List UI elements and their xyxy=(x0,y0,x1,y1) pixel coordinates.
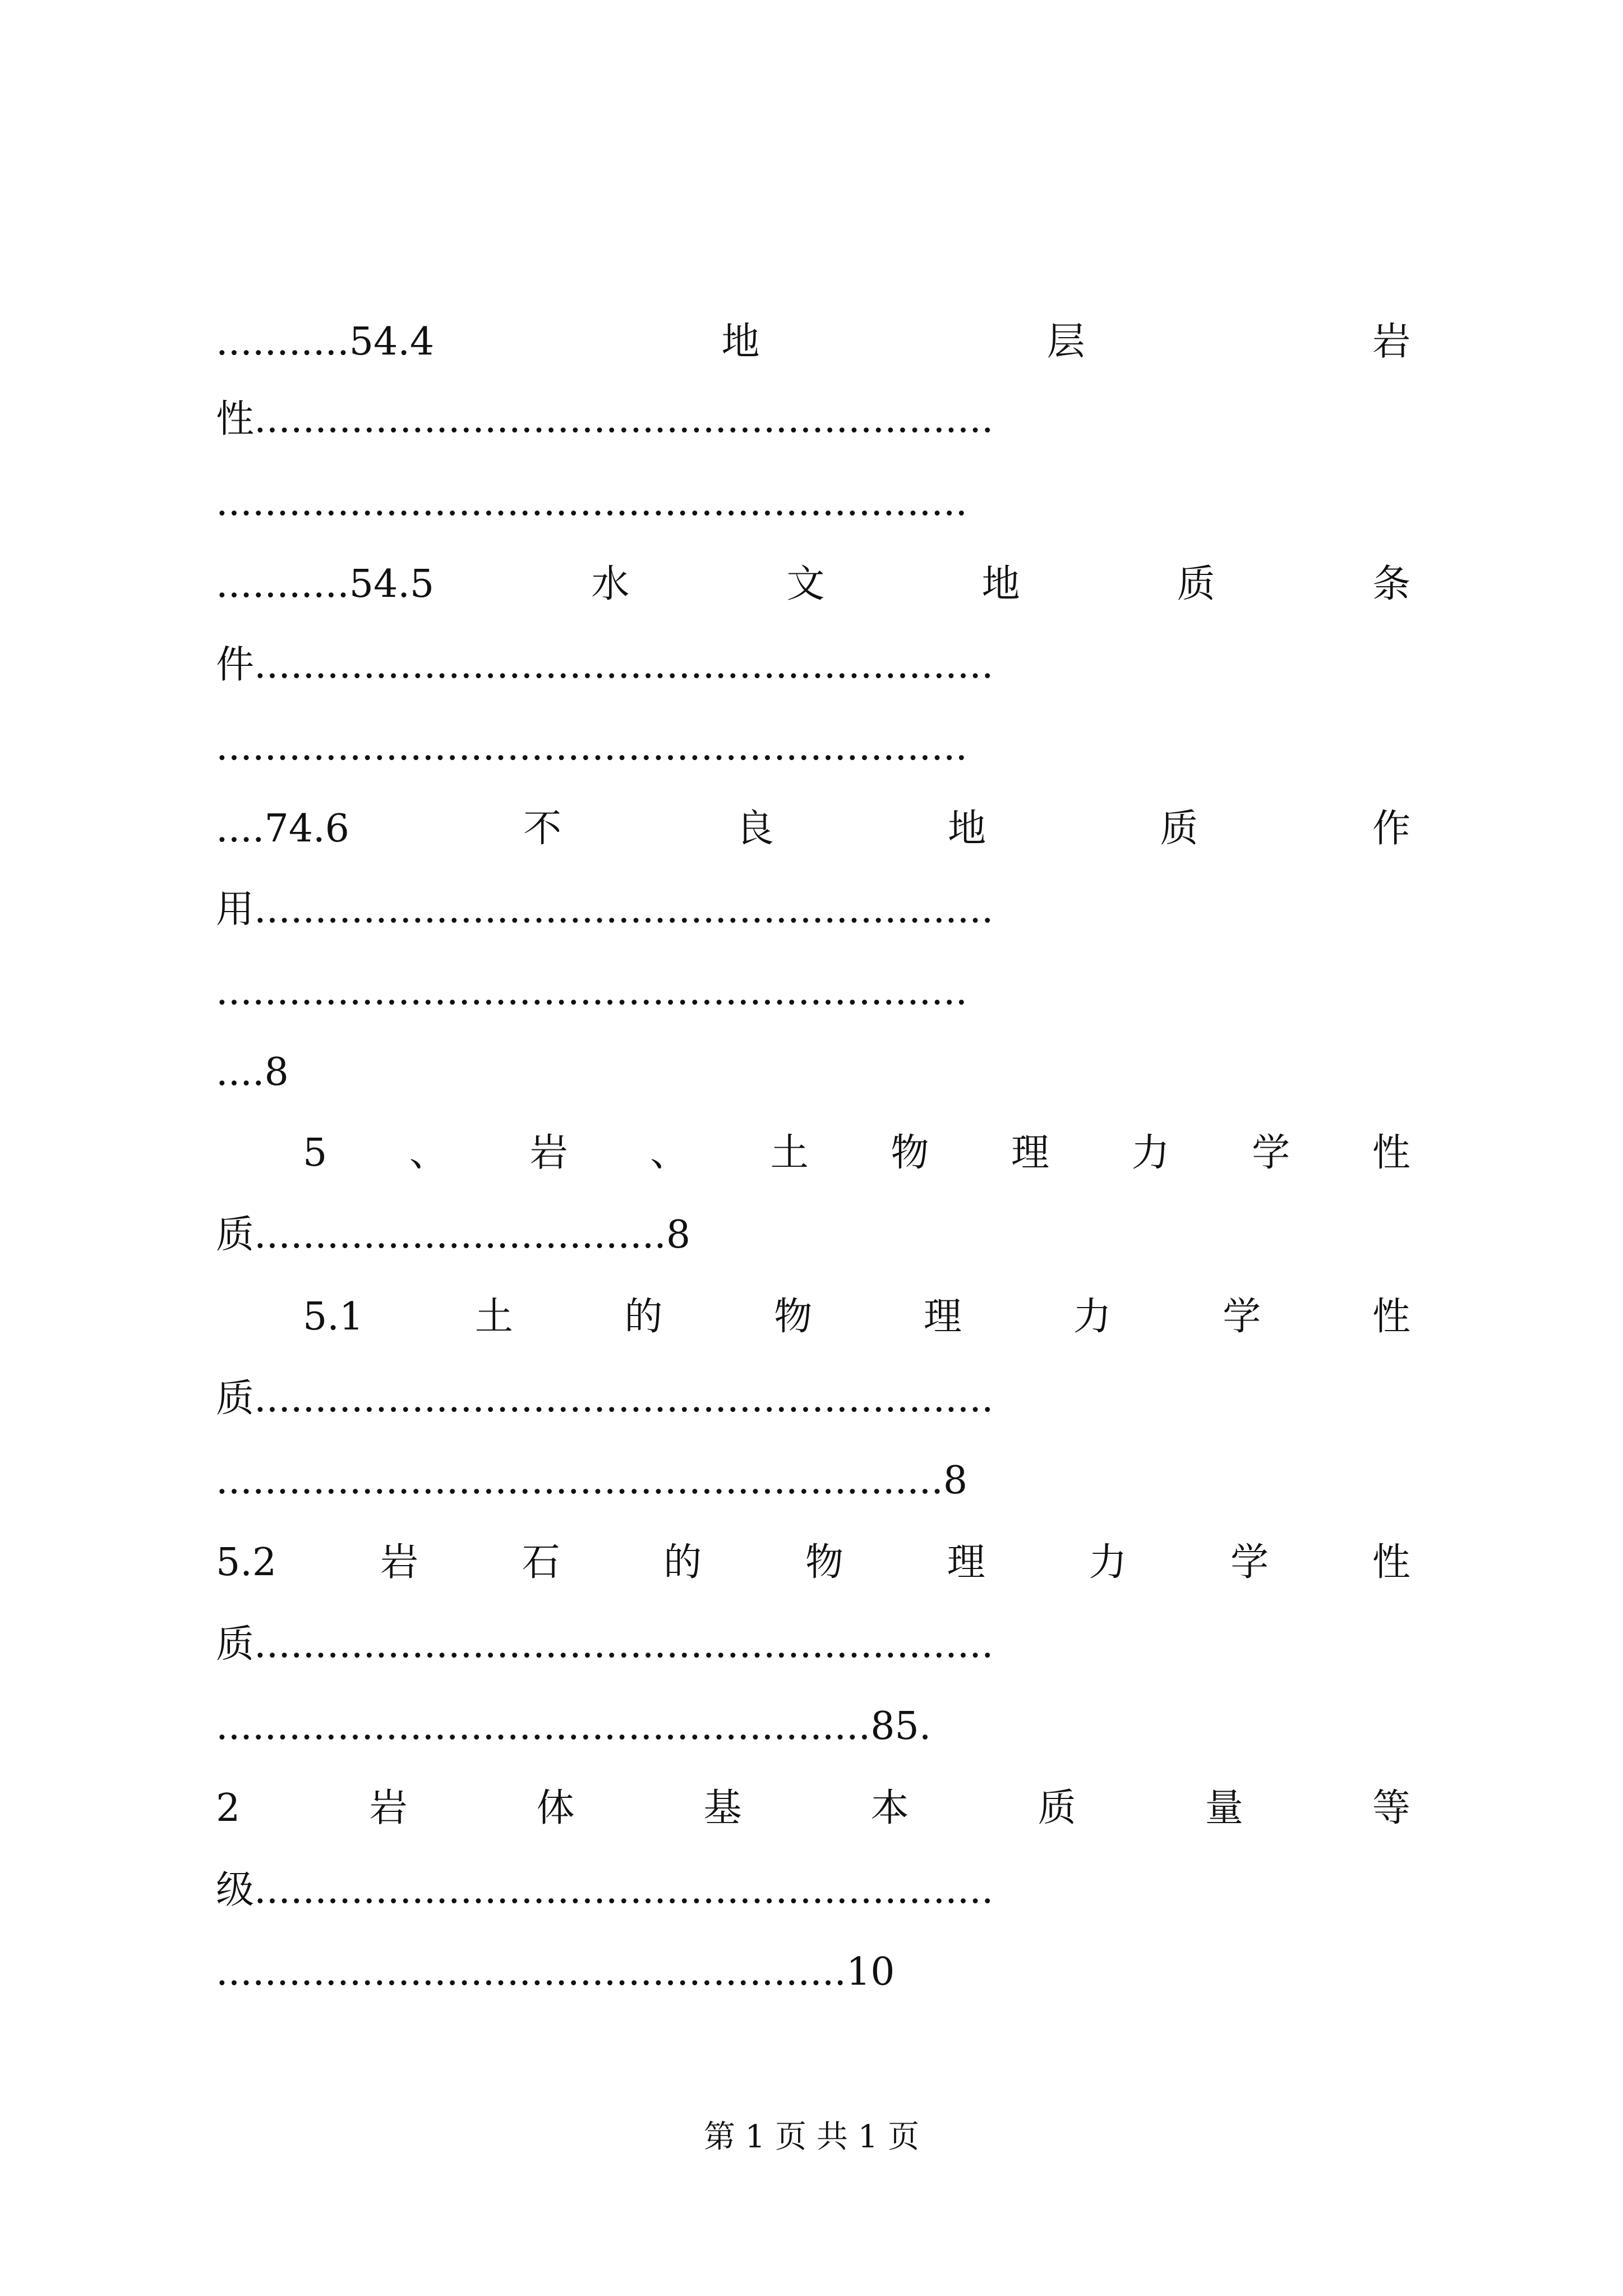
toc-line-rock-mass-grade-cont: 级............................................................. xyxy=(216,1868,994,1912)
toc-line-4-4-cont: 性............................................................. xyxy=(216,397,994,441)
toc-line-4-6 xyxy=(216,795,1410,863)
toc-char: 理 xyxy=(947,1540,985,1585)
toc-char: 的 xyxy=(624,1295,663,1339)
toc-char: 物 xyxy=(774,1295,813,1339)
toc-char: 质 xyxy=(1160,807,1198,851)
toc-line-4-5-cont: 件............................................................. xyxy=(216,643,994,687)
toc-char: 力 xyxy=(1131,1131,1170,1175)
page-footer: 第 1 页 共 1 页 xyxy=(703,2119,920,2155)
toc-char: 地 xyxy=(981,562,1020,606)
toc-char: 5 xyxy=(303,1131,328,1175)
toc-char: 2 xyxy=(216,1786,241,1830)
toc-char: 岩 xyxy=(369,1786,408,1830)
toc-char: 性 xyxy=(1372,1295,1410,1339)
toc-line-5-1-cont: 质............................................................. xyxy=(216,1377,994,1421)
toc-char: 5.1 xyxy=(303,1295,364,1339)
toc-char: 基 xyxy=(703,1786,742,1830)
toc-leader-page: ...........54.4 xyxy=(216,320,435,364)
toc-char: 地 xyxy=(948,807,986,851)
toc-char: 本 xyxy=(870,1786,909,1830)
toc-char: 作 xyxy=(1372,807,1410,851)
toc-char: 、 xyxy=(650,1131,689,1175)
toc-char: 水 xyxy=(591,562,630,606)
toc-leader-line: .............................................................. xyxy=(216,480,968,524)
toc-char: 学 xyxy=(1223,1295,1261,1339)
toc-char: 层 xyxy=(1046,320,1085,364)
toc-char: 学 xyxy=(1252,1131,1290,1175)
toc-char: 地 xyxy=(721,320,760,364)
toc-line-5-1 xyxy=(303,1283,1410,1351)
toc-leader-line: ............................................................8 xyxy=(216,1458,968,1503)
toc-leader-line: .............................................................. xyxy=(216,969,968,1014)
toc-leader-line: ....................................................10 xyxy=(216,1950,895,1994)
toc-leader-line: ....8 xyxy=(216,1050,289,1094)
toc-leader-page: ...........54.5 xyxy=(216,562,435,606)
toc-line-rock-mass-grade xyxy=(216,1775,1410,1842)
toc-char: 质 xyxy=(1177,562,1215,606)
toc-char: 性 xyxy=(1372,1540,1410,1585)
toc-leader-line: ......................................................85. xyxy=(216,1704,932,1749)
toc-char: 土 xyxy=(770,1131,809,1175)
toc-char: 量 xyxy=(1205,1786,1243,1830)
toc-char: 土 xyxy=(474,1295,513,1339)
toc-char: 良 xyxy=(735,807,774,851)
toc-char: 理 xyxy=(1011,1131,1050,1175)
toc-char: 质 xyxy=(1038,1786,1076,1830)
toc-char: 、 xyxy=(409,1131,448,1175)
toc-line-4-6-cont: 用............................................................. xyxy=(216,887,994,932)
toc-char: 5.2 xyxy=(216,1540,277,1585)
toc-char: 学 xyxy=(1230,1540,1269,1585)
toc-leader-page: ....74.6 xyxy=(216,807,349,851)
toc-char: 性 xyxy=(1372,1131,1410,1175)
toc-char: 石 xyxy=(522,1540,560,1585)
toc-line-5 xyxy=(303,1120,1410,1187)
toc-char: 等 xyxy=(1372,1786,1410,1830)
toc-char: 岩 xyxy=(529,1131,568,1175)
toc-char: 岩 xyxy=(380,1540,418,1585)
toc-char: 体 xyxy=(536,1786,575,1830)
toc-line-5-cont: 质..................................8 xyxy=(216,1213,691,1257)
toc-line-4-4 xyxy=(216,309,1410,376)
toc-char: 岩 xyxy=(1372,320,1410,364)
toc-char: 力 xyxy=(1073,1295,1112,1339)
toc-leader-line: .............................................................. xyxy=(216,725,968,769)
toc-char: 文 xyxy=(786,562,825,606)
toc-char: 力 xyxy=(1089,1540,1127,1585)
toc-char: 条 xyxy=(1372,562,1410,606)
toc-line-5-2 xyxy=(216,1529,1410,1596)
toc-line-4-5 xyxy=(216,551,1410,618)
toc-line-5-2-cont: 质............................................................. xyxy=(216,1622,994,1667)
toc-char: 物 xyxy=(891,1131,929,1175)
toc-char: 理 xyxy=(923,1295,962,1339)
toc-char: 不 xyxy=(523,807,562,851)
toc-char: 的 xyxy=(663,1540,702,1585)
toc-char: 物 xyxy=(805,1540,844,1585)
